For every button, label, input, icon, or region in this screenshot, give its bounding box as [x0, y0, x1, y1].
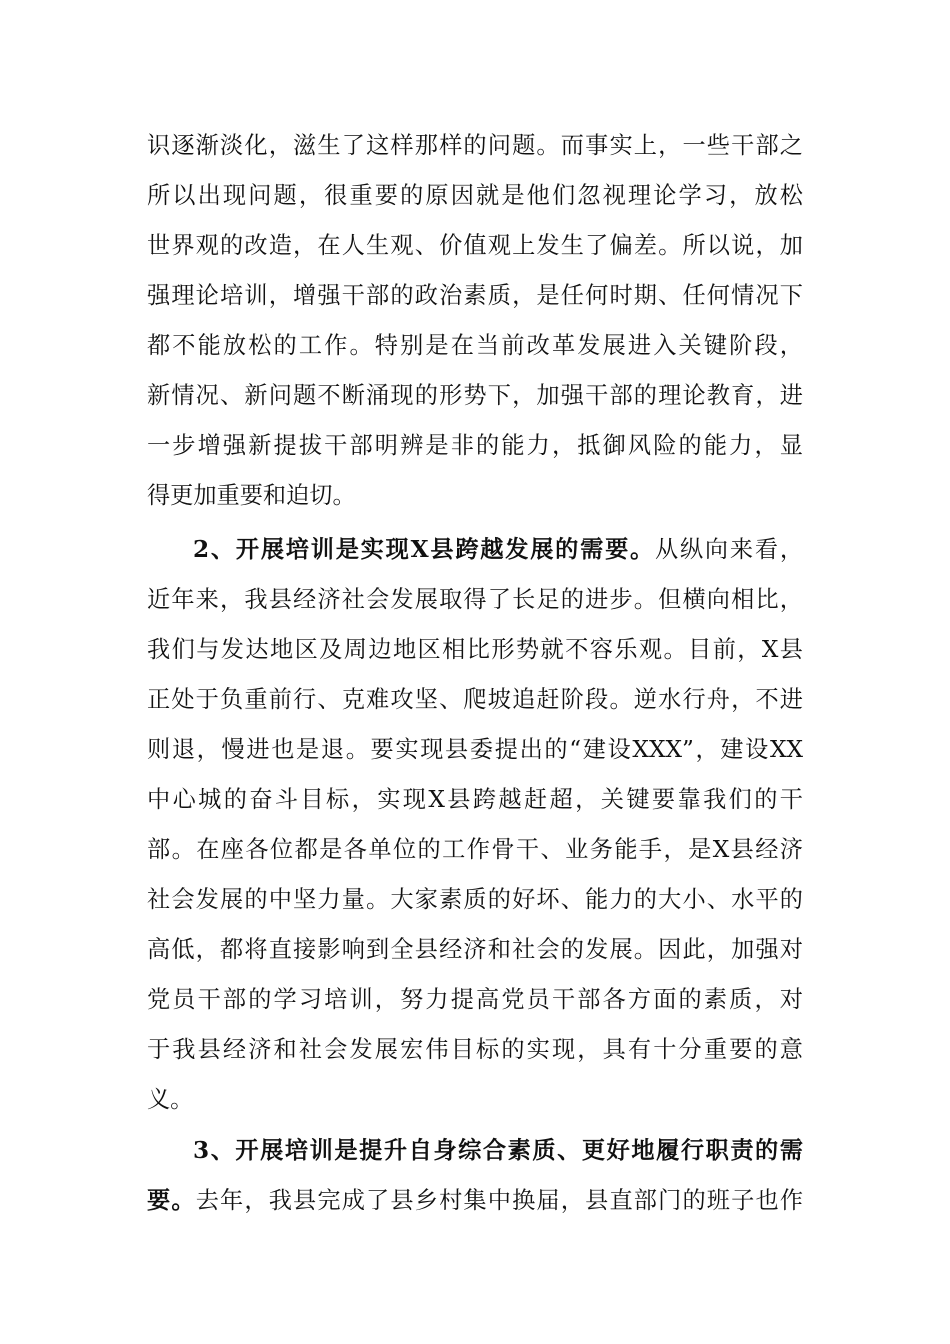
paragraph-line: 于我县经济和社会发展宏伟目标的实现，具有十分重要的意: [147, 1036, 803, 1063]
paragraph-line: 要。去年，我县完成了县乡村集中换届，县直部门的班子也作: [147, 1187, 804, 1214]
paragraph-line: 高低，都将直接影响到全县经济和社会的发展。因此，加强对: [147, 936, 803, 963]
paragraph-line: 党员干部的学习培训，努力提高党员干部各方面的素质，对: [147, 986, 803, 1013]
paragraph-line: 我们与发达地区及周边地区相比形势就不容乐观。目前，X县: [147, 636, 803, 663]
paragraph-line: 则退，慢进也是退。要实现县委提出的“建设XXX”，建设XX: [147, 736, 803, 763]
section-heading: 2、开展培训是实现X县跨越发展的需要。: [193, 536, 656, 563]
paragraph-line: 近年来，我县经济社会发展取得了长足的进步。但横向相比，: [147, 586, 803, 613]
paragraph-line: 所以出现问题，很重要的原因就是他们忽视理论学习，放松: [147, 182, 803, 209]
paragraph-line: 正处于负重前行、克难攻坚、爬坡追赶阶段。逆水行舟，不进: [147, 686, 803, 713]
paragraph-line: 识逐渐淡化，滋生了这样那样的问题。而事实上，一些干部之: [147, 132, 803, 159]
paragraph-line: 世界观的改造，在人生观、价值观上发生了偏差。所以说，加: [147, 232, 803, 259]
section-heading-line: [193, 1126, 803, 1176]
paragraph-line: 都不能放松的工作。特别是在当前改革发展进入关键阶段，: [147, 332, 803, 359]
paragraph-line: 中心城的奋斗目标，实现X县跨越赶超，关键要靠我们的干: [147, 786, 803, 813]
paragraph-line: 新情况、新问题不断涌现的形势下，加强干部的理论教育，进: [147, 382, 803, 409]
paragraph-line: 部。在座各位都是各单位的工作骨干、业务能手，是X县经济: [147, 836, 803, 863]
paragraph-line: 社会发展的中坚力量。大家素质的好坏、能力的大小、水平的: [147, 886, 803, 913]
section-heading-line: 2、开展培训是实现X县跨越发展的需要。从纵向来看，: [193, 536, 804, 563]
paragraph-line: 得更加重要和迫切。: [147, 482, 356, 509]
paragraph-line: 强理论培训，增强干部的政治素质，是任何时期、任何情况下: [147, 282, 803, 309]
paragraph-line: 义。: [147, 1086, 194, 1113]
paragraph-line: 一步增强新提拔干部明辨是非的能力，抵御风险的能力，显: [147, 432, 803, 459]
section-heading: 3、开展培训是提升自身综合素质、更好地履行职责的需: [193, 1137, 803, 1164]
section-heading-end: 要。: [147, 1187, 196, 1214]
